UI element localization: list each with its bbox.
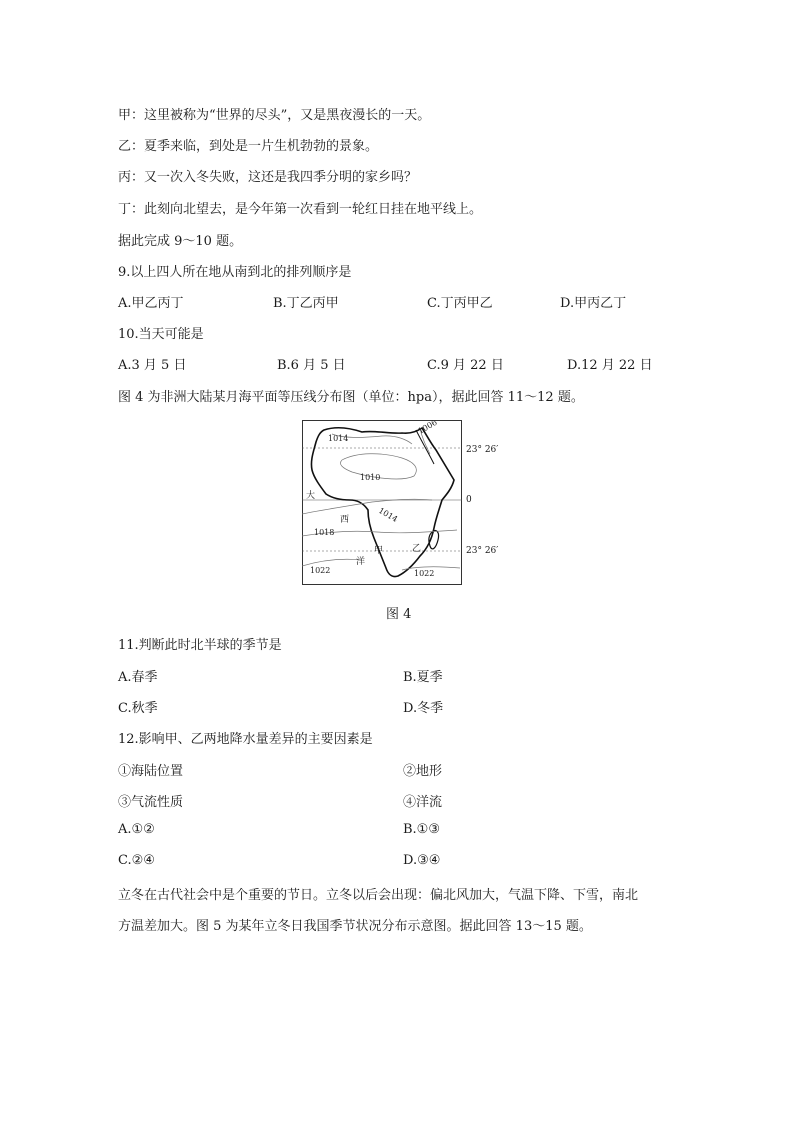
q10-option-d: D.12 月 22 日	[567, 358, 653, 373]
q11-option-a: A.春季	[118, 670, 158, 685]
q9-option-a: A.甲乙丙丁	[118, 296, 184, 311]
isobar-label-1022-east: 1022	[414, 569, 435, 578]
q12-option-c: C.②④	[118, 853, 155, 868]
q12-stem: 12.影响甲、乙两地降水量差异的主要因素是	[118, 732, 373, 747]
q10-option-b: B.6 月 5 日	[277, 358, 346, 373]
isobar-label-1006: 1006	[416, 420, 439, 436]
passage-ding: 丁：此刻向北望去，是今年第一次看到一轮红日挂在地平线上。	[118, 202, 483, 217]
africa-isobar-map	[302, 420, 462, 585]
q11-option-c: C.秋季	[118, 701, 158, 716]
lidong-line-2: 方温差加大。图 5 为某年立冬日我国季节状况分布示意图。据此回答 13～15 题。	[118, 919, 592, 934]
q12-item-1: ①海陆位置	[118, 764, 184, 779]
q11-stem: 11.判断此时北半球的季节是	[118, 638, 282, 653]
isobar-label-1010: 1010	[360, 473, 381, 482]
isobar-label-1018: 1018	[314, 528, 335, 537]
q9-option-c: C.丁丙甲乙	[427, 296, 493, 311]
q12-item-3: ③气流性质	[118, 795, 184, 810]
map-char-jia: 甲	[374, 546, 384, 556]
map-char-xi: 西	[340, 515, 350, 525]
q10-option-a: A.3 月 5 日	[118, 358, 187, 373]
lat-label-equator: 0	[466, 495, 472, 505]
passage-jia: 甲：这里被称为“世界的尽头”，又是黑夜漫长的一天。	[118, 108, 431, 123]
q9-option-b: B.丁乙丙甲	[273, 296, 339, 311]
q12-option-d: D.③④	[403, 853, 441, 868]
passage-lead: 据此完成 9～10 题。	[118, 234, 243, 249]
q12-option-b: B.①③	[403, 822, 440, 837]
q12-item-2: ②地形	[403, 764, 443, 779]
isobar-label-1014-north: 1014	[328, 434, 349, 443]
lat-label-tropic-south: 23° 26′	[466, 546, 499, 556]
map-char-yang: 洋	[356, 557, 366, 567]
fig4-intro: 图 4 为非洲大陆某月海平面等压线分布图（单位：hpa），据此回答 11～12 题。	[118, 390, 584, 405]
q12-item-4: ④洋流	[403, 795, 443, 810]
q11-option-b: B.夏季	[403, 670, 443, 685]
lat-label-tropic-north: 23° 26′	[466, 445, 499, 455]
passage-yi: 乙：夏季来临，到处是一片生机勃勃的景象。	[118, 139, 379, 154]
map-char-da: 大	[306, 491, 316, 501]
q11-option-d: D.冬季	[403, 701, 444, 716]
q10-option-c: C.9 月 22 日	[427, 358, 504, 373]
q9-stem: 9.以上四人所在地从南到北的排列顺序是	[118, 265, 352, 280]
isobar-label-1014-south: 1014	[377, 505, 400, 524]
passage-bing: 丙：又一次入冬失败，这还是我四季分明的家乡吗？	[118, 170, 418, 185]
map-char-yi: 乙	[412, 544, 422, 554]
lidong-line-1: 立冬在古代社会中是个重要的节日。立冬以后会出现：偏北风加大，气温下降、下雪，南北	[118, 888, 639, 903]
figure-4-caption: 图 4	[386, 607, 412, 622]
q10-stem: 10.当天可能是	[118, 327, 204, 342]
q12-option-a: A.①②	[118, 822, 155, 837]
q9-option-d: D.甲丙乙丁	[560, 296, 627, 311]
isobar-label-1022-west: 1022	[310, 566, 331, 575]
